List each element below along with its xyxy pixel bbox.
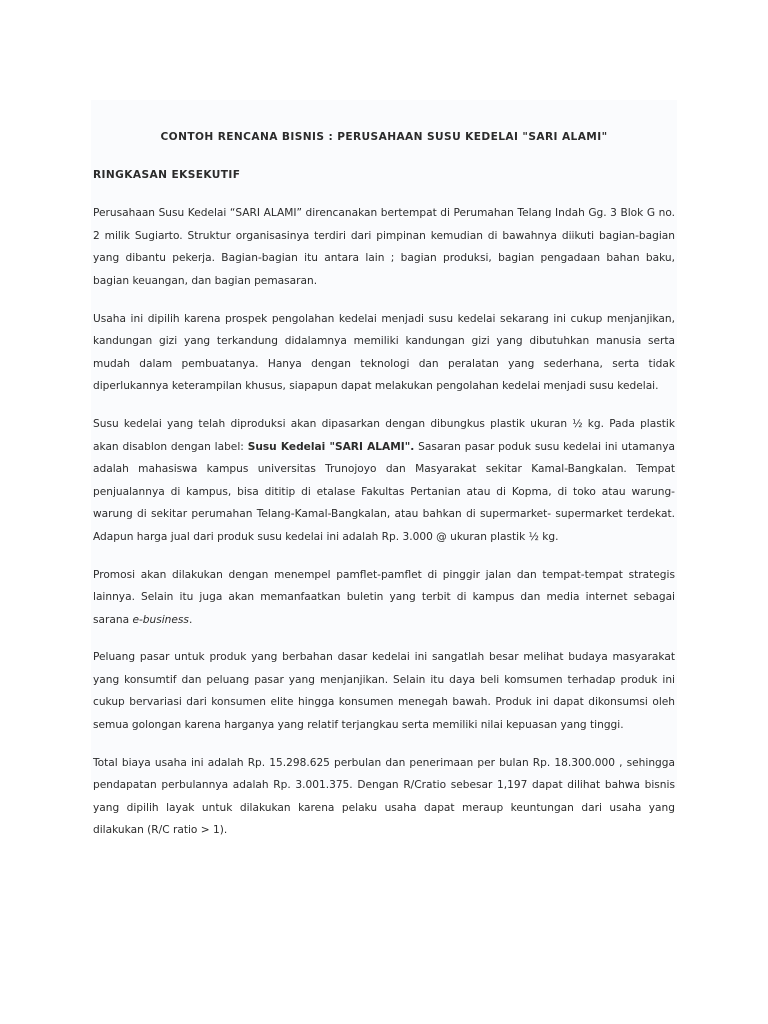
- paragraph-financial-summary: Total biaya usaha ini adalah Rp. 15.298.625 perbulan dan penerimaan per bulan Rp. 18.300.000 , sehingga pendapatan perbulannya adalah Rp. 3.001.375. Dengan R/Cratio sebesar 1,197 dapat dilihat bahwa bisnis yang dipilih layak untuk dilakukan karena pelaku usaha dapat meraup keuntungan dari usaha yang dilakukan (R/C ratio > 1).: [93, 756, 675, 837]
- e-business-italic: e-business: [132, 613, 189, 626]
- section-heading: RINGKASAN EKSEKUTIF: [93, 168, 241, 181]
- paragraph-text: Promosi akan dilakukan dengan menempel pamflet-pamflet di pinggir jalan dan tempat-tempat strategis lainnya. Selain itu juga akan memanfaatkan buletin yang terbit di kampus dan media internet sebagai sarana: [93, 568, 675, 626]
- paragraph-company-profile: Perusahaan Susu Kedelai “SARI ALAMI” direncanakan bertempat di Perumahan Telang Indah Gg. 3 Blok G no. 2 milik Sugiarto. Struktur organisasinya terdiri dari pimpinan kemudian di bawahnya diikuti bagian-bagian yang dibantu pekerja. Bagian-bagian itu antara lain ; bagian produksi, bagian pengadaan bahan baku, bagian keuangan, dan bagian pemasaran.: [93, 207, 675, 287]
- paragraph-text: Sasaran pasar poduk susu kedelai ini utamanya adalah mahasiswa kampus universitas Trunojoyo dan Masyarakat sekitar Kamal-Bangkalan. Tempat penjualannya di kampus, bisa dititip di etalase Fakultas Pertanian atau di Kopma, di toko atau warung-warung di sekitar perumahan Telang-Kamal-Bangkalan, atau bahkan di supermarket- supermarket terdekat. Adapun harga jual dari produk susu kedelai ini adalah Rp. 3.000 @ ukuran plastik ½ kg.: [93, 440, 675, 543]
- product-label-bold: Susu Kedelai "SARI ALAMI".: [247, 440, 415, 453]
- document-title: CONTOH RENCANA BISNIS : PERUSAHAAN SUSU KEDELAI "SARI ALAMI": [160, 131, 608, 143]
- document-body: [93, 126, 675, 842]
- paragraph-text: Susu kedelai yang telah diproduksi akan dipasarkan dengan dibungkus plastik ukuran ½ kg. Pada plastik akan disablon dengan label:: [93, 417, 675, 453]
- paragraph-business-reason: Usaha ini dipilih karena prospek pengolahan kedelai menjadi susu kedelai sekarang ini cukup menjanjikan, kandungan gizi yang terkandung didalamnya memiliki kandungan gizi yang dibutuhkan manusia serta mudah dalam pembuatanya. Hanya dengan teknologi dan peralatan yang sederhana, serta tidak diperlukannya keterampilan khusus, siapapun dapat melakukan pengolahan kedelai menjadi susu kedelai.: [93, 312, 675, 393]
- paragraph-promotion: [93, 564, 675, 632]
- paragraph-market-opportunity: Peluang pasar untuk produk yang berbahan dasar kedelai ini sangatlah besar melihat budaya masyarakat yang konsumtif dan peluang pasar yang menjanjikan. Selain itu daya beli komsumen terhadap produk ini cukup bervariasi dari konsumen elite hingga konsumen menegah bawah. Produk ini dapat dikonsumsi oleh semua golongan karena harganya yang relatif terjangkau serta memiliki nilai kepuasan yang tinggi.: [93, 651, 675, 732]
- paragraph-marketing-target: [93, 413, 675, 549]
- paragraph-text: .: [188, 613, 193, 626]
